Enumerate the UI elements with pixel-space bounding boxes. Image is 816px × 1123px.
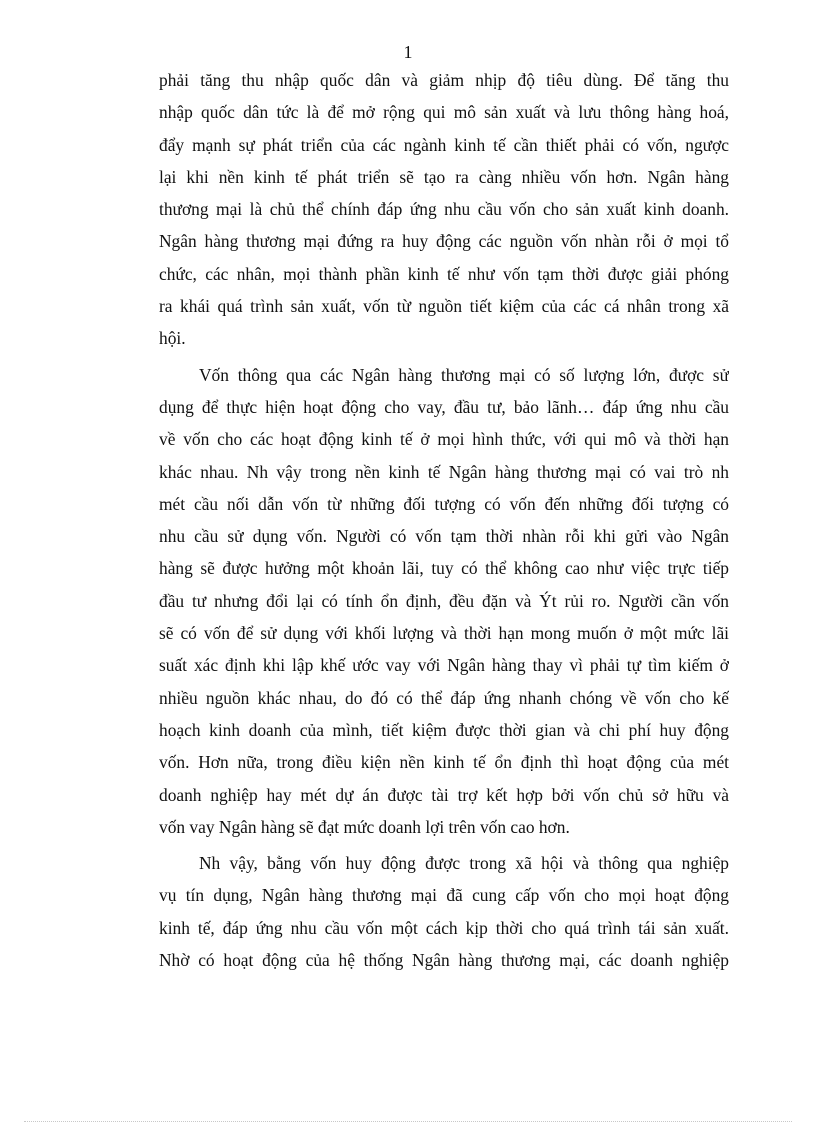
text-line: Nh vậy, bằng vốn huy động được trong xã hội và thông qua nghiệp bbox=[199, 853, 729, 874]
text-line: kinh tế, đáp ứng nhu cầu vốn một cách kịp thời cho quá trình tái sản xuất. bbox=[159, 917, 729, 938]
text-line: Vốn thông qua các Ngân hàng thương mại có số lượng lớn, được sử bbox=[199, 364, 729, 385]
page-bottom-divider bbox=[24, 1121, 792, 1122]
text-line: vốn. Hơn nữa, trong điều kiện nền kinh tế ổn định thì hoạt động của mét bbox=[159, 752, 729, 773]
text-line: đầu tư nhưng đổi lại có tính ổn định, đều đặn và Ýt rủi ro. Người cần vốn bbox=[159, 590, 729, 611]
text-line: suất xác định khi lập khế ước vay với Ngân hàng thay vì phải tự tìm kiếm ở bbox=[159, 655, 729, 676]
paragraph-1 bbox=[159, 64, 729, 355]
page-number: 1 bbox=[403, 42, 413, 62]
text-line: mét cầu nối dẫn vốn từ những đối tượng có vốn đến những đối tượng có bbox=[159, 493, 729, 514]
text-line: lại khi nền kinh tế phát triển sẽ tạo ra càng nhiều vốn hơn. Ngân hàng bbox=[159, 166, 729, 187]
text-line: sẽ có vốn để sử dụng với khối lượng và thời hạn mong muốn ở một mức lãi bbox=[159, 623, 729, 644]
text-line: phải tăng thu nhập quốc dân và giảm nhịp độ tiêu dùng. Để tăng thu bbox=[159, 70, 729, 90]
paragraph-2 bbox=[159, 359, 729, 843]
text-line: khác nhau. Nh vậy trong nền kinh tế Ngân hàng thương mại có vai trò nh bbox=[159, 461, 729, 482]
text-line: doanh nghiệp hay mét dự án được tài trợ kết hợp bởi vốn chủ sở hữu và bbox=[159, 784, 729, 805]
text-line: ra khái quá trình sản xuất, vốn từ nguồn tiết kiệm của các cá nhân trong xã bbox=[159, 296, 729, 317]
paragraph-3 bbox=[159, 847, 729, 976]
text-line: đẩy mạnh sự phát triển của các ngành kinh tế cần thiết phải có vốn, ngược bbox=[159, 134, 729, 155]
text-line: vốn vay Ngân hàng sẽ đạt mức doanh lợi trên vốn cao hơn. bbox=[159, 816, 570, 837]
text-line: hàng sẽ được hưởng một khoản lãi, tuy có thể không cao như việc trực tiếp bbox=[159, 558, 729, 579]
text-line: về vốn cho các hoạt động kinh tế ở mọi hình thức, với qui mô và thời hạn bbox=[159, 429, 729, 450]
text-line: Ngân hàng thương mại đứng ra huy động các nguồn vốn nhàn rỗi ở mọi tổ bbox=[159, 231, 729, 252]
text-line: nhu cầu sử dụng vốn. Người có vốn tạm thời nhàn rỗi khi gửi vào Ngân bbox=[159, 526, 729, 547]
text-line: hội. bbox=[159, 328, 186, 349]
body-text bbox=[159, 64, 729, 976]
text-line: Nhờ có hoạt động của hệ thống Ngân hàng thương mại, các doanh nghiệp bbox=[159, 950, 729, 971]
text-line: nhiều nguồn khác nhau, do đó có thể đáp ứng nhanh chóng về vốn cho kế bbox=[159, 687, 729, 708]
text-line: vụ tín dụng, Ngân hàng thương mại đã cung cấp vốn cho mọi hoạt động bbox=[159, 885, 729, 906]
text-line: chức, các nhân, mọi thành phần kinh tế như vốn tạm thời được giải phóng bbox=[159, 263, 729, 284]
text-line: hoạch kinh doanh của mình, tiết kiệm được thời gian và chi phí huy động bbox=[159, 719, 729, 740]
text-line: thương mại là chủ thể chính đáp ứng nhu cầu vốn cho sản xuất kinh doanh. bbox=[159, 199, 729, 220]
text-line: nhập quốc dân tức là để mở rộng qui mô sản xuất và lưu thông hàng hoá, bbox=[159, 102, 729, 123]
text-line: dụng để thực hiện hoạt động cho vay, đầu tư, bảo lãnh… đáp ứng nhu cầu bbox=[159, 396, 729, 417]
